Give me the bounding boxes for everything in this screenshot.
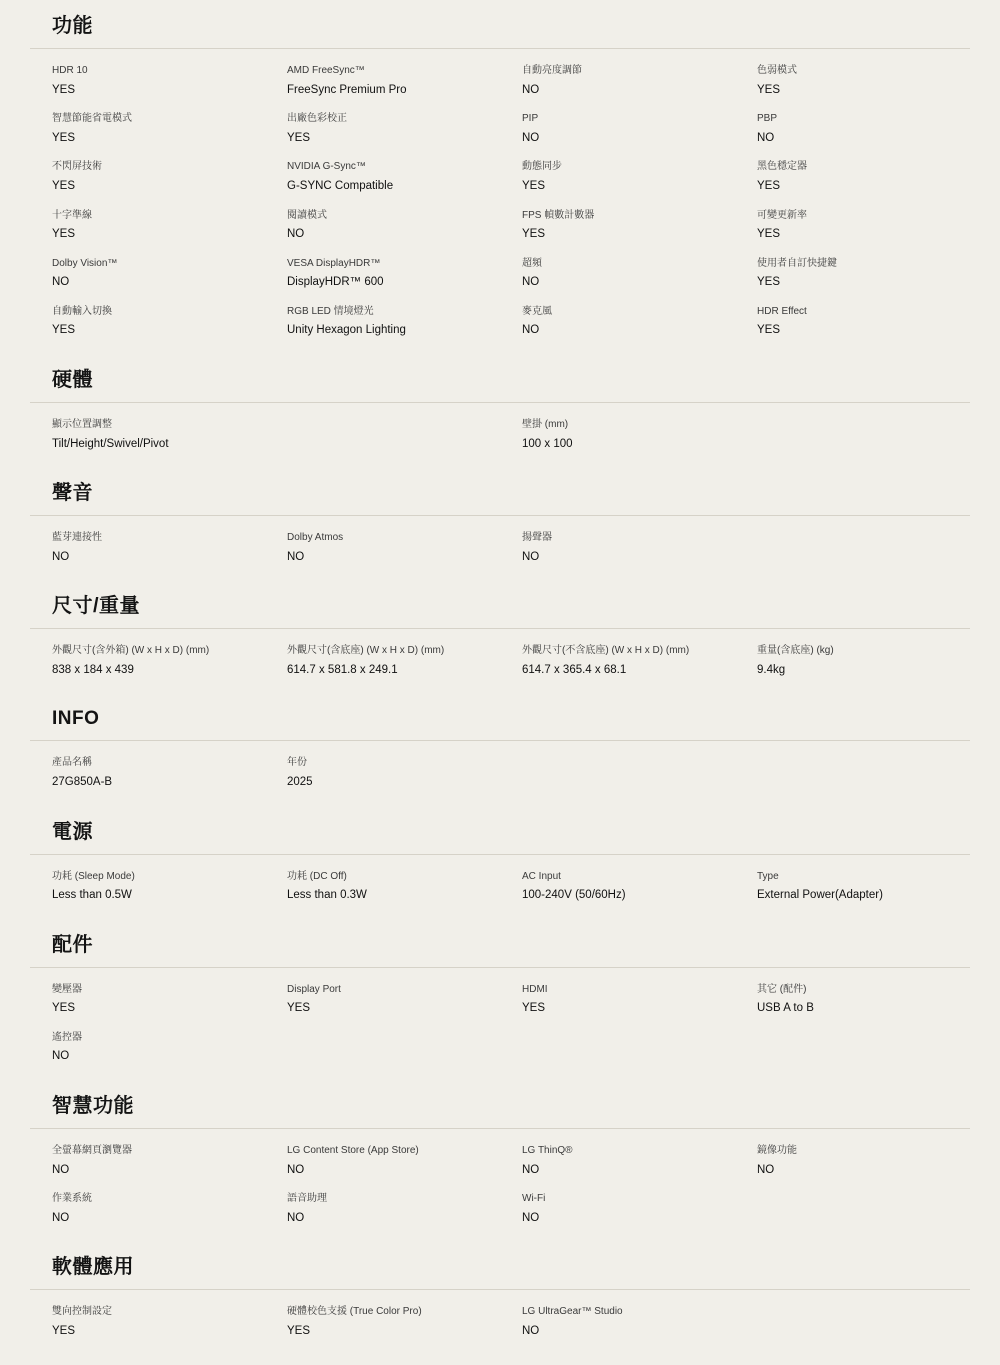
spec-item: [500, 59, 735, 107]
spec-label: 可變更新率: [757, 209, 807, 221]
spec-item: [265, 1187, 500, 1235]
spec-label: 功耗 (Sleep Mode): [52, 870, 135, 882]
spec-item: [500, 978, 735, 1026]
spec-section: [30, 467, 970, 580]
spec-item: [735, 155, 970, 203]
spec-item: [30, 107, 265, 155]
spec-value: 2025: [287, 775, 313, 788]
spec-label: 色弱模式: [757, 65, 797, 76]
spec-label: 外觀尺寸(含外箱) (W x H x D) (mm): [52, 645, 210, 657]
spec-item: [500, 300, 735, 348]
spec-item: [30, 300, 265, 348]
spec-value: NO: [287, 1163, 305, 1176]
spec-grid: [30, 403, 970, 467]
spec-value: 838 x 184 x 439: [52, 663, 134, 676]
spec-value: YES: [52, 228, 76, 241]
spec-value: NO: [522, 1324, 540, 1337]
section-title: 尺寸/重量: [52, 595, 141, 618]
spec-label: 硬體校色支援 (True Color Pro): [287, 1306, 422, 1318]
spec-item: [265, 1300, 500, 1348]
spec-label: Wi-Fi: [522, 1193, 546, 1205]
spec-item: [30, 978, 265, 1026]
spec-label: 超頻: [522, 257, 542, 269]
spec-item: [735, 978, 970, 1026]
spec-item: [500, 1187, 735, 1235]
spec-value: YES: [757, 83, 781, 96]
spec-item: [265, 865, 500, 913]
spec-value: Less than 0.3W: [287, 889, 367, 902]
spec-value: YES: [287, 1002, 311, 1015]
spec-item: [735, 639, 970, 687]
spec-item: [265, 59, 500, 107]
spec-item: [30, 751, 265, 799]
spec-item: [30, 413, 500, 461]
spec-item: [30, 639, 265, 687]
spec-label: 年份: [287, 757, 307, 769]
spec-label: 鏡像功能: [757, 1145, 797, 1157]
spec-value: Unity Hexagon Lighting: [287, 324, 406, 337]
spec-item: [735, 204, 970, 252]
spec-item: [265, 1139, 500, 1187]
spec-label: NVIDIA G-Sync™: [287, 161, 366, 173]
spec-value: 100 x 100: [522, 437, 573, 450]
spec-value: NO: [287, 550, 305, 563]
spec-label: 作業系統: [52, 1193, 92, 1205]
spec-label: HDR Effect: [757, 305, 807, 317]
spec-value: External Power(Adapter): [757, 889, 883, 902]
section-title: 功能: [52, 15, 93, 37]
section-title: 聲音: [52, 482, 93, 505]
spec-label: 自動亮度調節: [522, 65, 582, 76]
spec-label: 顯示位置調整: [52, 419, 112, 431]
spec-label: 其它 (配件): [757, 983, 807, 995]
spec-section: [30, 1241, 970, 1354]
spec-item: [30, 526, 265, 574]
spec-value: NO: [757, 131, 775, 144]
spec-value: 27G850A-B: [52, 775, 113, 788]
spec-label: 壁掛 (mm): [522, 419, 569, 431]
spec-grid: [30, 855, 970, 919]
spec-item: [30, 59, 265, 107]
spec-item: [30, 204, 265, 252]
spec-value: NO: [52, 1050, 70, 1063]
spec-value: YES: [757, 228, 781, 241]
spec-value: YES: [52, 131, 76, 144]
spec-label: 變壓器: [52, 983, 82, 995]
spec-item: [265, 526, 500, 574]
spec-label: Type: [757, 870, 779, 882]
spec-value: YES: [522, 179, 546, 192]
spec-label: LG Content Store (App Store): [287, 1145, 419, 1157]
spec-label: 外觀尺寸(不含底座) (W x H x D) (mm): [522, 645, 690, 657]
spec-item: [500, 639, 735, 687]
spec-value: YES: [757, 276, 781, 289]
spec-value: 614.7 x 365.4 x 68.1: [522, 663, 627, 676]
spec-value: NO: [52, 1163, 70, 1176]
spec-section: [30, 580, 970, 693]
spec-item: [30, 865, 265, 913]
spec-value: NO: [287, 1211, 305, 1224]
spec-value: NO: [522, 1163, 540, 1176]
spec-item: [30, 1139, 265, 1187]
spec-item: [500, 252, 735, 300]
spec-value: FreeSync Premium Pro: [287, 83, 407, 96]
spec-value: YES: [522, 1002, 546, 1015]
spec-value: NO: [522, 276, 540, 289]
spec-sections: [30, 0, 970, 1355]
spec-item: [500, 155, 735, 203]
spec-value: YES: [52, 324, 76, 337]
spec-value: G-SYNC Compatible: [287, 179, 394, 192]
spec-label: 動態同步: [522, 161, 562, 173]
spec-label: VESA DisplayHDR™: [287, 257, 381, 269]
spec-value: Tilt/Height/Swivel/Pivot: [52, 437, 169, 450]
spec-value: NO: [52, 276, 70, 289]
spec-label: 黑色穩定器: [757, 161, 807, 173]
spec-item: [735, 865, 970, 913]
spec-value: NO: [522, 83, 540, 96]
spec-label: HDMI: [522, 983, 548, 995]
spec-item: [500, 865, 735, 913]
spec-section: [30, 354, 970, 467]
spec-value: NO: [287, 228, 305, 241]
spec-item: [30, 155, 265, 203]
spec-item: [265, 204, 500, 252]
spec-label: Dolby Vision™: [52, 257, 118, 269]
spec-label: 揚聲器: [522, 532, 552, 544]
section-title: INFO: [52, 707, 100, 729]
spec-value: YES: [287, 1324, 311, 1337]
spec-value: NO: [757, 1163, 775, 1176]
spec-value: NO: [522, 131, 540, 144]
spec-value: Less than 0.5W: [52, 889, 132, 902]
spec-section: [30, 0, 970, 354]
spec-grid: [30, 1129, 970, 1241]
spec-grid: [30, 741, 970, 805]
spec-label: 重量(含底座) (kg): [757, 645, 834, 657]
spec-item: [735, 59, 970, 107]
spec-item: [500, 1139, 735, 1187]
spec-label: 麥克風: [522, 305, 552, 317]
spec-section: [30, 919, 970, 1080]
spec-item: [500, 526, 735, 574]
spec-item: [735, 1139, 970, 1187]
spec-label: 功耗 (DC Off): [287, 870, 347, 882]
spec-item: [735, 107, 970, 155]
spec-item: [30, 252, 265, 300]
spec-section: [30, 806, 970, 919]
spec-item: [265, 252, 500, 300]
spec-value: NO: [52, 550, 70, 563]
spec-grid: [30, 1290, 970, 1354]
spec-label: 全螢幕網頁瀏覽器: [52, 1145, 132, 1157]
spec-value: NO: [522, 1211, 540, 1224]
spec-value: YES: [52, 1324, 76, 1337]
spec-item: [265, 107, 500, 155]
spec-label: 雙向控制設定: [52, 1306, 112, 1318]
spec-value: 614.7 x 581.8 x 249.1: [287, 663, 398, 676]
spec-value: YES: [757, 324, 781, 337]
spec-item: [500, 107, 735, 155]
spec-label: 使用者自訂快捷鍵: [757, 257, 837, 269]
section-title: 智慧功能: [52, 1095, 134, 1118]
spec-item: [265, 300, 500, 348]
spec-label: 智慧節能省電模式: [52, 113, 132, 125]
spec-section: [30, 694, 970, 806]
spec-item: [500, 204, 735, 252]
spec-item: [265, 155, 500, 203]
spec-label: 外觀尺寸(含底座) (W x H x D) (mm): [287, 645, 445, 657]
spec-label: 閱讀模式: [287, 209, 327, 221]
spec-item: [265, 751, 500, 799]
spec-value: YES: [522, 228, 546, 241]
spec-label: HDR 10: [52, 65, 88, 76]
spec-item: [265, 978, 500, 1026]
spec-grid: [30, 968, 970, 1080]
spec-item: [735, 300, 970, 348]
spec-label: 不閃屏技術: [52, 161, 102, 173]
spec-item: [30, 1187, 265, 1235]
spec-label: 出廠色彩校正: [287, 113, 347, 125]
spec-grid: [30, 49, 970, 354]
spec-value: 100-240V (50/60Hz): [522, 889, 626, 902]
spec-value: DisplayHDR™ 600: [287, 276, 384, 289]
spec-value: YES: [757, 179, 781, 192]
spec-value: YES: [287, 131, 311, 144]
spec-value: YES: [52, 83, 76, 96]
spec-label: PBP: [757, 113, 778, 125]
spec-grid: [30, 629, 970, 693]
spec-item: [500, 1300, 735, 1348]
section-title: 配件: [52, 933, 93, 956]
spec-label: LG ThinQ®: [522, 1145, 573, 1157]
spec-label: 產品名稱: [52, 757, 92, 769]
spec-label: AMD FreeSync™: [287, 65, 365, 76]
spec-label: LG UltraGear™ Studio: [522, 1306, 623, 1318]
spec-item: [265, 639, 500, 687]
spec-item: [735, 252, 970, 300]
spec-label: Dolby Atmos: [287, 532, 344, 544]
spec-value: USB A to B: [757, 1002, 814, 1015]
spec-value: 9.4kg: [757, 663, 786, 676]
section-title: 電源: [52, 820, 93, 843]
spec-value: NO: [52, 1211, 70, 1224]
spec-label: RGB LED 情境燈光: [287, 305, 374, 317]
spec-label: AC Input: [522, 870, 561, 882]
spec-value: YES: [52, 179, 76, 192]
spec-section: [30, 1080, 970, 1241]
spec-label: 藍芽連接性: [52, 532, 102, 544]
spec-label: FPS 幀數計數器: [522, 209, 595, 221]
section-title: 軟體應用: [52, 1256, 134, 1279]
spec-label: 自動輸入切換: [52, 305, 112, 317]
spec-value: NO: [522, 324, 540, 337]
spec-item: [30, 1300, 265, 1348]
section-title: 硬體: [52, 369, 93, 392]
spec-value: YES: [52, 1002, 76, 1015]
spec-label: 語音助理: [287, 1193, 327, 1205]
spec-item: [30, 1026, 265, 1074]
spec-label: PIP: [522, 113, 539, 125]
spec-label: Display Port: [287, 983, 341, 995]
spec-grid: [30, 516, 970, 580]
spec-item: [500, 413, 970, 461]
spec-label: 十字準線: [52, 209, 92, 221]
spec-value: NO: [522, 550, 540, 563]
spec-label: 遙控器: [52, 1031, 82, 1043]
